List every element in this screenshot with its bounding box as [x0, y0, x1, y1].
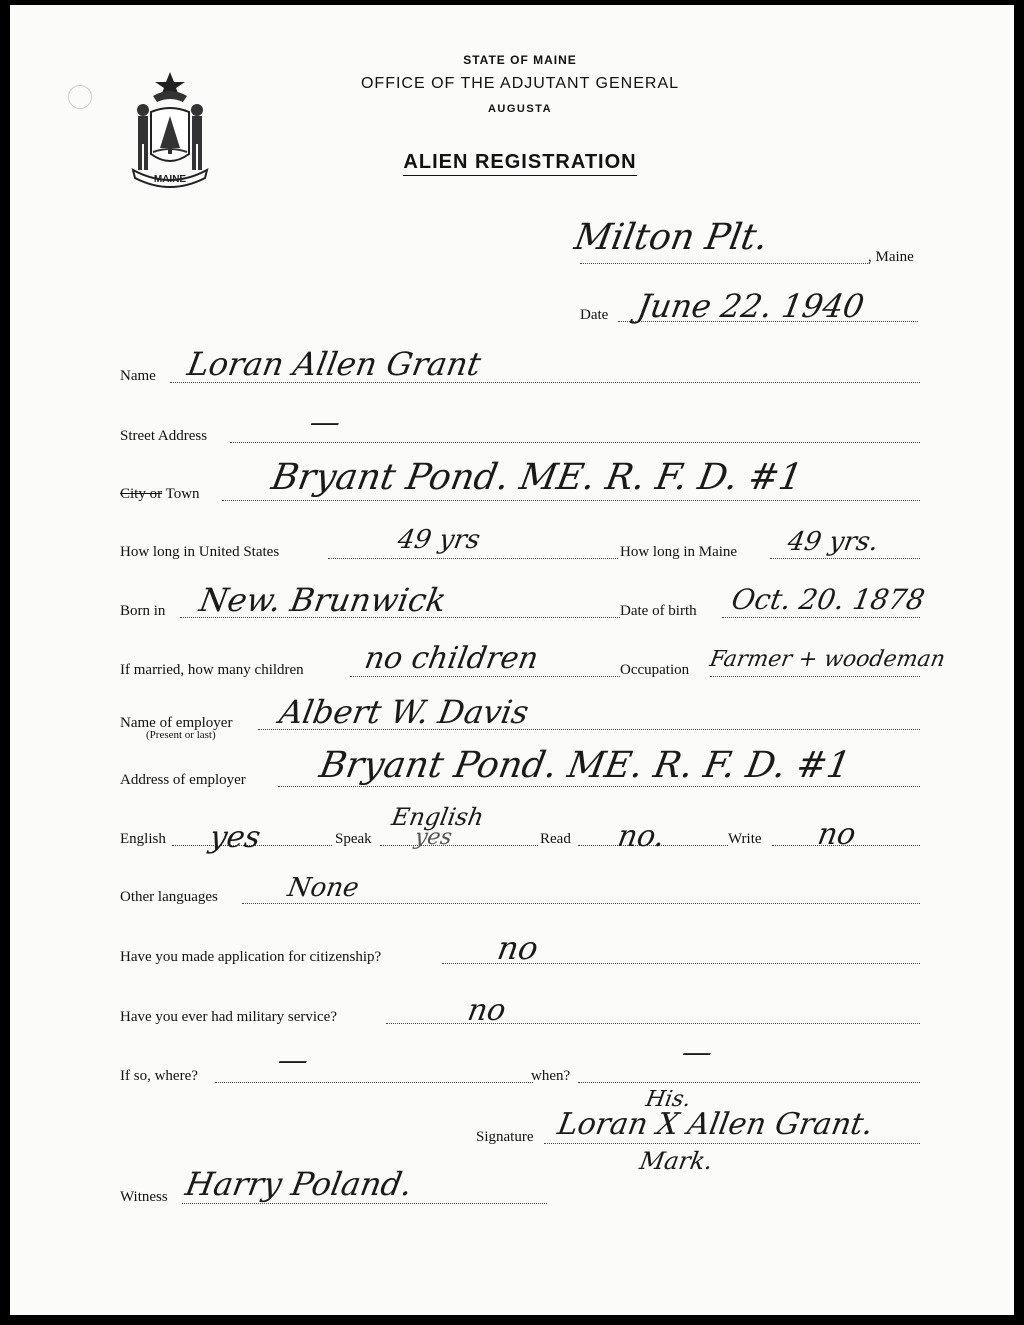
when-value: — [678, 1035, 716, 1070]
how-long-us-dots [328, 558, 618, 559]
other-languages-dots [242, 903, 920, 904]
state-heading: STATE OF MAINE [463, 53, 577, 67]
when-label: when? [531, 1068, 571, 1084]
children-dots [350, 676, 620, 677]
when-dots [578, 1082, 920, 1083]
employer-note-label: (Present or last) [146, 729, 216, 741]
witness-dots [182, 1203, 547, 1204]
read-value: no. [614, 819, 668, 854]
other-languages-value: None [285, 873, 362, 903]
town-label [120, 486, 200, 503]
form-title: ALIEN REGISTRATION [310, 151, 730, 174]
english-value: yes [206, 820, 264, 855]
street-address-value: — [306, 405, 344, 440]
where-dots [215, 1082, 533, 1083]
office-heading: OFFICE OF THE ADJUTANT GENERAL [360, 75, 680, 92]
military-value: no [464, 993, 509, 1028]
born-in-label: Born in [120, 603, 166, 619]
signature-note-top: His. [643, 1087, 693, 1112]
occupation-dots [710, 676, 920, 677]
dob-dots [722, 617, 920, 618]
children-label: If married, how many children [120, 662, 304, 678]
speak-dots [380, 845, 538, 846]
how-long-maine-dots [770, 558, 920, 559]
citizenship-value: no [494, 929, 542, 967]
military-label: Have you ever had military service? [120, 1009, 337, 1025]
english-label: English [120, 831, 166, 847]
town-word-label: Town [165, 486, 200, 502]
date-label: Date [580, 307, 609, 323]
signature-label: Signature [476, 1129, 534, 1145]
how-long-us-value: 49 yrs [395, 525, 483, 555]
speak-value-bottom: yes [412, 825, 454, 850]
signature-value: Loran X Allen Grant. [554, 1107, 876, 1142]
witness-label: Witness [120, 1189, 168, 1205]
registration-form [10, 5, 1014, 1315]
state-seal-icon [125, 68, 215, 190]
how-long-us-label: How long in United States [120, 544, 280, 560]
signature-dots [544, 1143, 920, 1144]
name-value: Loran Allen Grant [184, 345, 484, 383]
city-or-struck-label: City or [120, 486, 163, 502]
maine-label: , Maine [868, 249, 914, 265]
place-value: Milton Plt. [571, 217, 771, 258]
signature-note-bottom: Mark. [637, 1147, 715, 1175]
where-value: — [274, 1043, 312, 1078]
citizenship-label: Have you made application for citizenship? [120, 949, 382, 965]
occupation-value: Farmer + woodeman [707, 647, 948, 672]
read-label: Read [540, 831, 571, 847]
street-address-label: Street Address [120, 428, 208, 444]
date-value: June 22. 1940 [634, 287, 868, 325]
employer-address-dots [278, 786, 920, 787]
how-long-maine-label: How long in Maine [620, 544, 738, 560]
employer-address-label: Address of employer [120, 772, 246, 788]
town-value: Bryant Pond. ME. R. F. D. #1 [268, 457, 806, 498]
children-value: no children [361, 641, 541, 676]
occupation-label: Occupation [620, 662, 690, 678]
employer-name-label: Name of employer [120, 715, 233, 731]
other-languages-label: Other languages [120, 889, 218, 905]
town-dots [222, 500, 920, 501]
witness-value: Harry Poland. [182, 1165, 416, 1203]
dob-label: Date of birth [620, 603, 697, 619]
speak-label: Speak [335, 831, 372, 847]
write-label: Write [728, 831, 762, 847]
how-long-maine-value: 49 yrs. [785, 527, 881, 557]
seal-text: MAINE [153, 174, 187, 185]
city-heading: AUGUSTA [487, 103, 553, 115]
place-dots [580, 263, 870, 264]
dob-value: Oct. 20. 1878 [729, 583, 928, 616]
write-value: no [814, 817, 859, 852]
name-label: Name [120, 368, 156, 384]
where-label: If so, where? [120, 1068, 198, 1084]
born-in-value: New. Brunwick [196, 581, 450, 619]
employer-address-value: Bryant Pond. ME. R. F. D. #1 [316, 745, 854, 786]
employer-name-value: Albert W. Davis [276, 693, 532, 731]
punch-hole [68, 85, 92, 109]
speak-value-top: English [389, 803, 486, 831]
street-address-dots [230, 442, 920, 443]
